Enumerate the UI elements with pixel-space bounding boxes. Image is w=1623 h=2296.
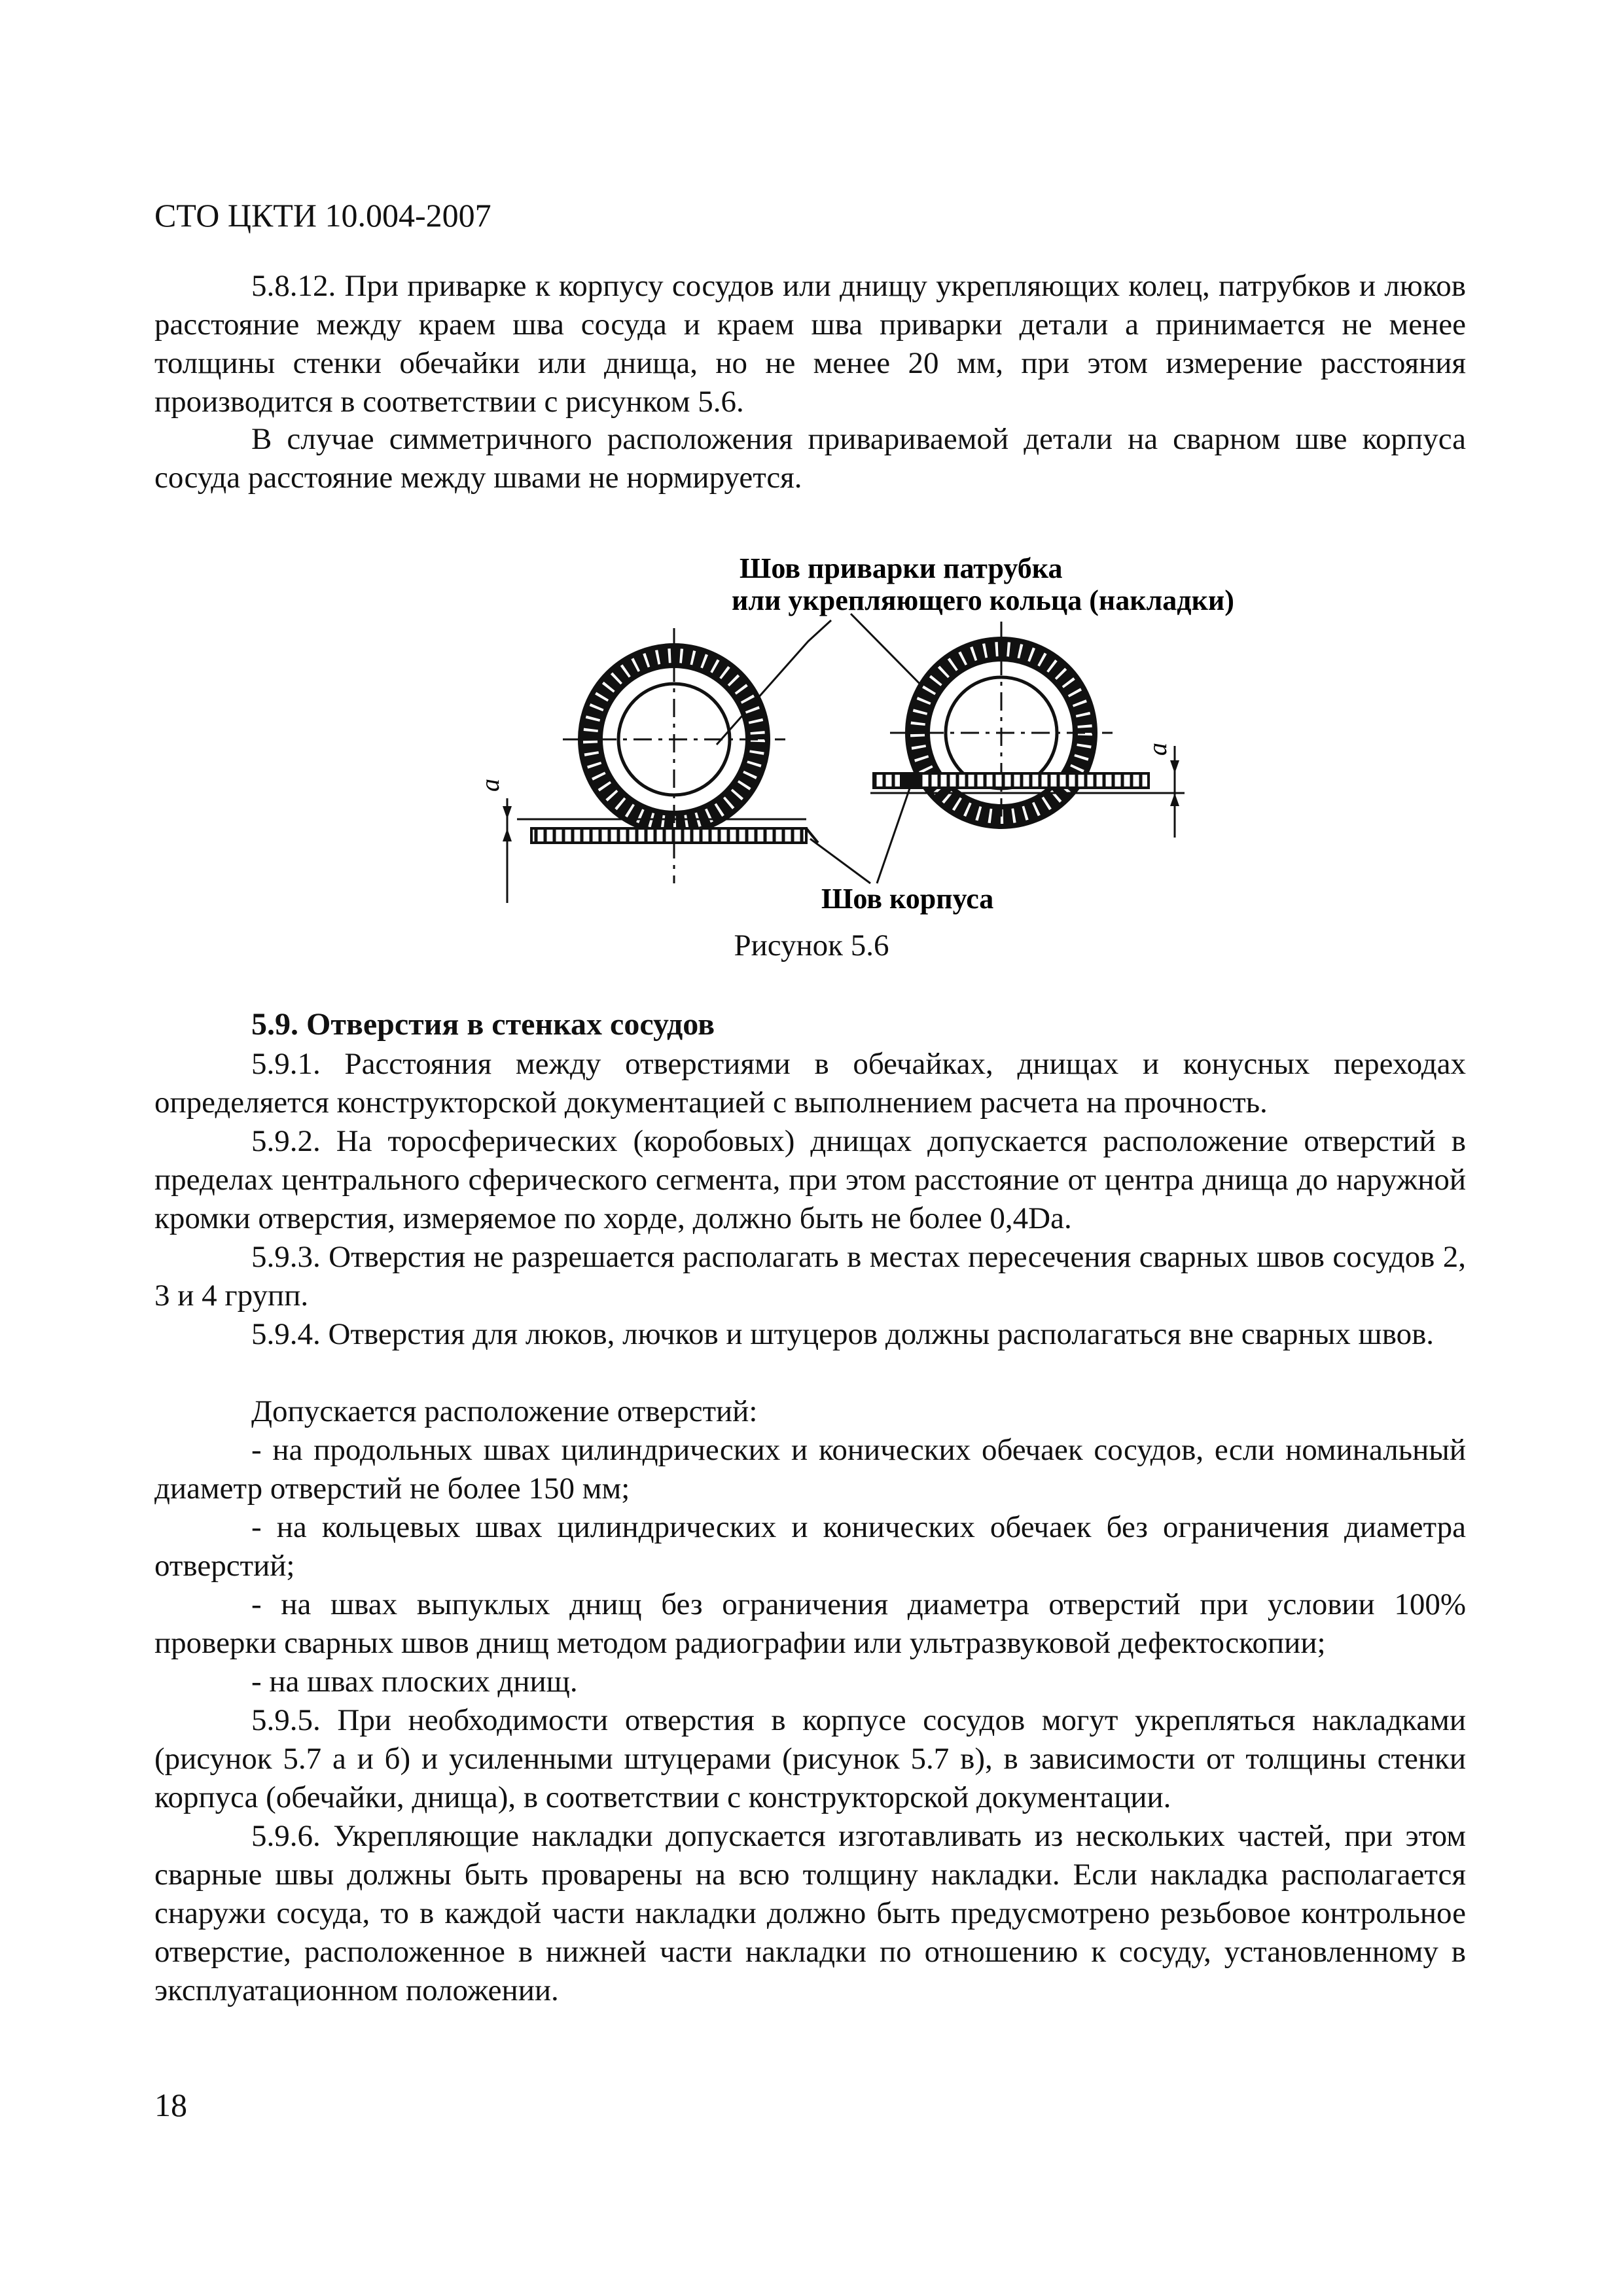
paragraph-symmetric-weld: В случае симметричного расположения привариваемой детали на сварном шве корпуса сосуда расстояние между швами не нормируется. (154, 422, 1466, 495)
figure-caption: Рисунок 5.6 (734, 928, 889, 963)
figure-5-6-weld-distance-diagram (0, 537, 1623, 942)
left-dimension-label: a (475, 779, 505, 792)
document-code-header: СТО ЦКТИ 10.004-2007 (154, 197, 491, 234)
section-title-5-9: 5.9. Отверстия в стенках сосудов (251, 1007, 715, 1042)
shell-weld-right (900, 773, 919, 788)
list-item-convex-head-welds: - на швах выпуклых днищ без ограничения диаметра отверстий при условии 100% проверки сварных швов днищ методом радиографии или ультразвуковой дефектоскопии; (154, 1587, 1466, 1660)
list-item-flat-head-welds: - на швах плоских днищ. (251, 1665, 578, 1699)
paragraph-5-8-12: 5.8.12. При приварке к корпусу сосудов или днищу укрепляющих колец, патрубков и люков расстояние между краем шва сосуда и краем шва приварки детали a принимается не менее толщины стенки обечайки или днища, но не менее 20 мм, при этом измерение расстояния производится в соответствии с рисунком 5.6. (154, 269, 1466, 419)
paragraph-permitted-locations: Допускается расположение отверстий: (251, 1394, 758, 1428)
leader-line-shell-weld-right (877, 788, 910, 883)
label-nozzle-weld-line1: Шов приварки патрубка (740, 552, 1063, 584)
label-patch-note: (накладки) (1082, 584, 1234, 616)
page-number: 18 (154, 2087, 187, 2123)
leader-line-shell-weld-left (810, 839, 870, 883)
paragraph-5-9-1: 5.9.1. Расстояния между отверстиями в обечайках, днищах и конусных переходах определяется конструкторской документацией с выполнением расчета на прочность. (154, 1047, 1466, 1120)
left-shell-plate (531, 828, 806, 843)
paragraph-5-9-2: 5.9.2. На торосферических (коробовых) днищах допускается расположение отверстий в пределах центрального сферического сегмента, при этом расстояние от центра днища до наружной кромки отверстия, измеряемое по хорде, должно быть не более 0,4Da. (154, 1124, 1466, 1235)
paragraph-5-9-3: 5.9.3. Отверстия не разрешается располагать в местах пересечения сварных швов сосудов 2, 3 и 4 групп. (154, 1240, 1466, 1313)
svg-text:или укрепляющего кольца (накла (732, 584, 1234, 616)
paragraph-5-9-6: 5.9.6. Укрепляющие накладки допускается изготавливать из нескольких частей, при этом сварные швы должны быть проварены на всю толщину накладки. Если накладка располагается снаружи сосуда, то в каждой части накладки должно быть предусмотрено резьбовое контрольное отверстие, расположенное в нижней части накладки по отношению к сосуду, установленному в эксплуатационном положении. (154, 1819, 1466, 2007)
paragraph-5-9-4: 5.9.4. Отверстия для люков, лючков и штуцеров должны располагаться вне сварных швов. (251, 1317, 1435, 1351)
list-item-longitudinal-welds: - на продольных швах цилиндрических и конических обечаек сосудов, если номинальный диаметр отверстий не более 150 мм; (154, 1433, 1466, 1506)
label-nozzle-weld-line2: или укрепляющего кольца (732, 584, 1082, 616)
paragraph-5-9-5: 5.9.5. При необходимости отверстия в корпусе сосудов могут укрепляться накладками (рисунок 5.7 а и б) и усиленными штуцерами (рисунок 5.7 в), в зависимости от толщины стенки корпуса (обечайки, днища), в соответствии с конструкторской документации. (154, 1703, 1466, 1814)
right-dimension-label: a (1143, 743, 1172, 756)
label-shell-weld: Шов корпуса (821, 883, 994, 915)
list-item-circumferential-welds: - на кольцевых швах цилиндрических и конических обечаек без ограничения диаметра отверстий; (154, 1510, 1466, 1583)
